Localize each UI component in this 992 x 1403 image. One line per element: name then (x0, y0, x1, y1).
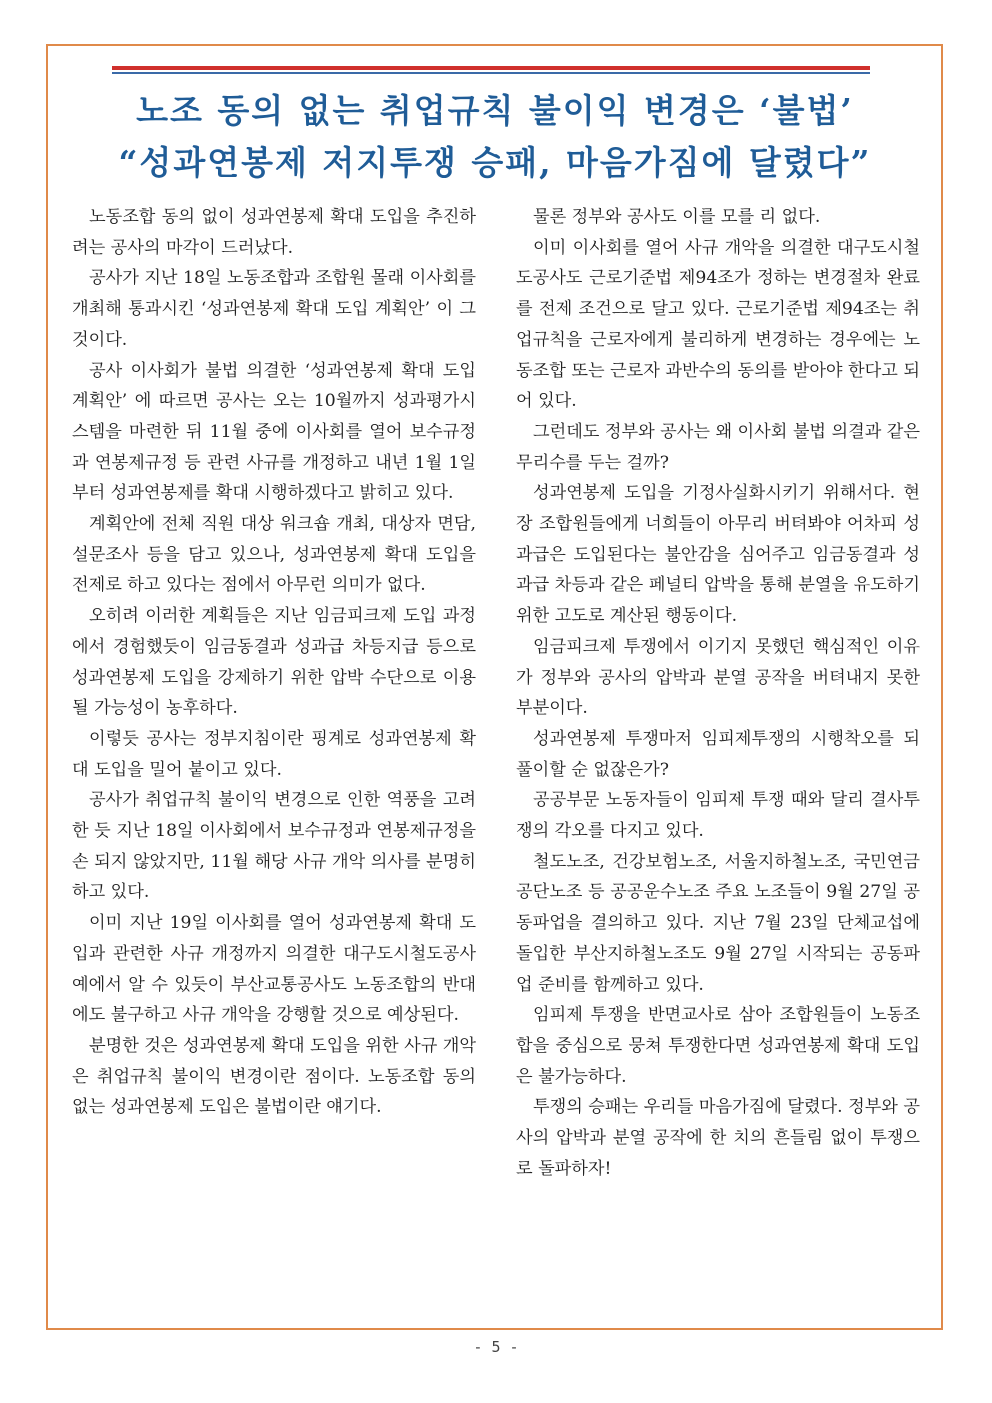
paragraph: 이미 이사회를 열어 사규 개악을 의결한 대구도시철도공사도 근로기준법 제94조가 정하는 변경절차 완료를 전제 조건으로 달고 있다. 근로기준법 제94조는 취업규칙을 근로자에게 불리하게 변경하는 경우에는 노동조합 또는 근로자 과반수의 동의를 받아야 한다고 되어 있다. (516, 237, 920, 412)
paragraph: 오히려 이러한 계획들은 지난 임금피크제 도입 과정에서 경험했듯이 임금동결과 성과급 차등지급 등으로 성과연봉제 도입을 강제하기 위한 압박 수단으로 이용될 가능성이 농후하다. (72, 606, 476, 719)
paragraph: 임피제 투쟁을 반면교사로 삼아 조합원들이 노동조합을 중심으로 뭉쳐 투쟁한다면 성과연봉제 확대 도입은 불가능하다. (516, 1005, 920, 1087)
paragraph: 그런데도 정부와 공사는 왜 이사회 불법 의결과 같은 무리수를 두는 걸까? (516, 421, 920, 473)
paragraph: 투쟁의 승패는 우리들 마음가짐에 달렸다. 정부와 공사의 압박과 분열 공작에 한 치의 흔들림 없이 투쟁으로 돌파하자! (516, 1097, 920, 1179)
headline-line-2: “성과연봉제 저지투쟁 승패, 마음가짐에 달렸다” (118, 143, 872, 182)
paragraph: 임금피크제 투쟁에서 이기지 못했던 핵심적인 이유가 정부와 공사의 압박과 분열 공작을 버텨내지 못한 부분이다. (516, 636, 920, 719)
article-column-left (72, 202, 476, 1123)
paragraph: 공사가 취업규칙 불이익 변경으로 인한 역풍을 고려한 듯 지난 18일 이사회에서 보수규정과 연봉제규정을 손 되지 않았지만, 11월 해당 사규 개악 의사를 분명히 하고 있다. (72, 790, 476, 903)
paragraph: 공사 이사회가 불법 의결한 ‘성과연봉제 확대 도입 계획안’ 에 따르면 공사는 오는 10월까지 성과평가시스템을 마련한 뒤 11월 중에 이사회를 열어 보수규정과 연봉제규정 등 관련 사규를 개정하고 내년 1월 1일부터 성과연봉제를 확대 시행하겠다고 밝히고 있다. (72, 360, 476, 504)
article-column-right (516, 202, 920, 1185)
headline-line-1: 노조 동의 없는 취업규칙 불이익 변경은 ‘불법’ (136, 91, 854, 130)
paragraph: 계획안에 전체 직원 대상 워크숍 개최, 대상자 면담, 설문조사 등을 담고 있으나, 성과연봉제 확대 도입을 전제로 하고 있다는 점에서 아무런 의미가 없다. (72, 514, 476, 596)
paragraph: 공사가 지난 18일 노동조합과 조합원 몰래 이사회를 개최해 통과시킨 ‘성과연봉제 확대 도입 계획안’ 이 그것이다. (72, 268, 476, 350)
paragraph: 이미 지난 19일 이사회를 열어 성과연봉제 확대 도입과 관련한 사규 개정까지 의결한 대구도시철도공사 예에서 알 수 있듯이 부산교통공사도 노동조합의 반대에도 불구하고 사규 개악을 강행할 것으로 예상된다. (72, 913, 476, 1026)
paragraph: 분명한 것은 성과연봉제 확대 도입을 위한 사규 개악은 취업규칙 불이익 변경이란 점이다. 노동조합 동의 없는 성과연봉제 도입은 불법이란 얘기다. (72, 1035, 476, 1118)
page-number: - 5 - (473, 1338, 519, 1356)
paragraph: 이렇듯 공사는 정부지침이란 핑계로 성과연봉제 확대 도입을 밀어 붙이고 있다. (72, 728, 476, 780)
paragraph: 공공부문 노동자들이 임피제 투쟁 때와 달리 결사투쟁의 각오를 다지고 있다. (516, 790, 920, 842)
paragraph: 물론 정부와 공사도 이를 모를 리 없다. (533, 207, 821, 227)
paragraph: 성과연봉제 도입을 기정사실화시키기 위해서다. 현장 조합원들에게 너희들이 아무리 버텨봐야 어차피 성과급은 도입된다는 불안감을 심어주고 임금동결과 성과급 차등과 같은 페널티 압박을 통해 분열을 유도하기 위한 고도로 계산된 행동이다. (516, 483, 920, 627)
paragraph: 철도노조, 건강보험노조, 서울지하철노조, 국민연금공단노조 등 공공운수노조 주요 노조들이 9월 27일 공동파업을 결의하고 있다. 지난 7월 23일 단체교섭에 돌입한 부산지하철노조도 9월 27일 시작되는 공동파업 준비를 함께하고 있다. (516, 851, 920, 995)
paragraph: 성과연봉제 투쟁마저 임피제투쟁의 시행착오를 되풀이할 순 없잖은가? (516, 728, 920, 780)
paragraph: 노동조합 동의 없이 성과연봉제 확대 도입을 추진하려는 공사의 마각이 드러났다. (72, 207, 476, 258)
header-rule-blue (112, 72, 870, 74)
header-rule-red (112, 66, 870, 70)
